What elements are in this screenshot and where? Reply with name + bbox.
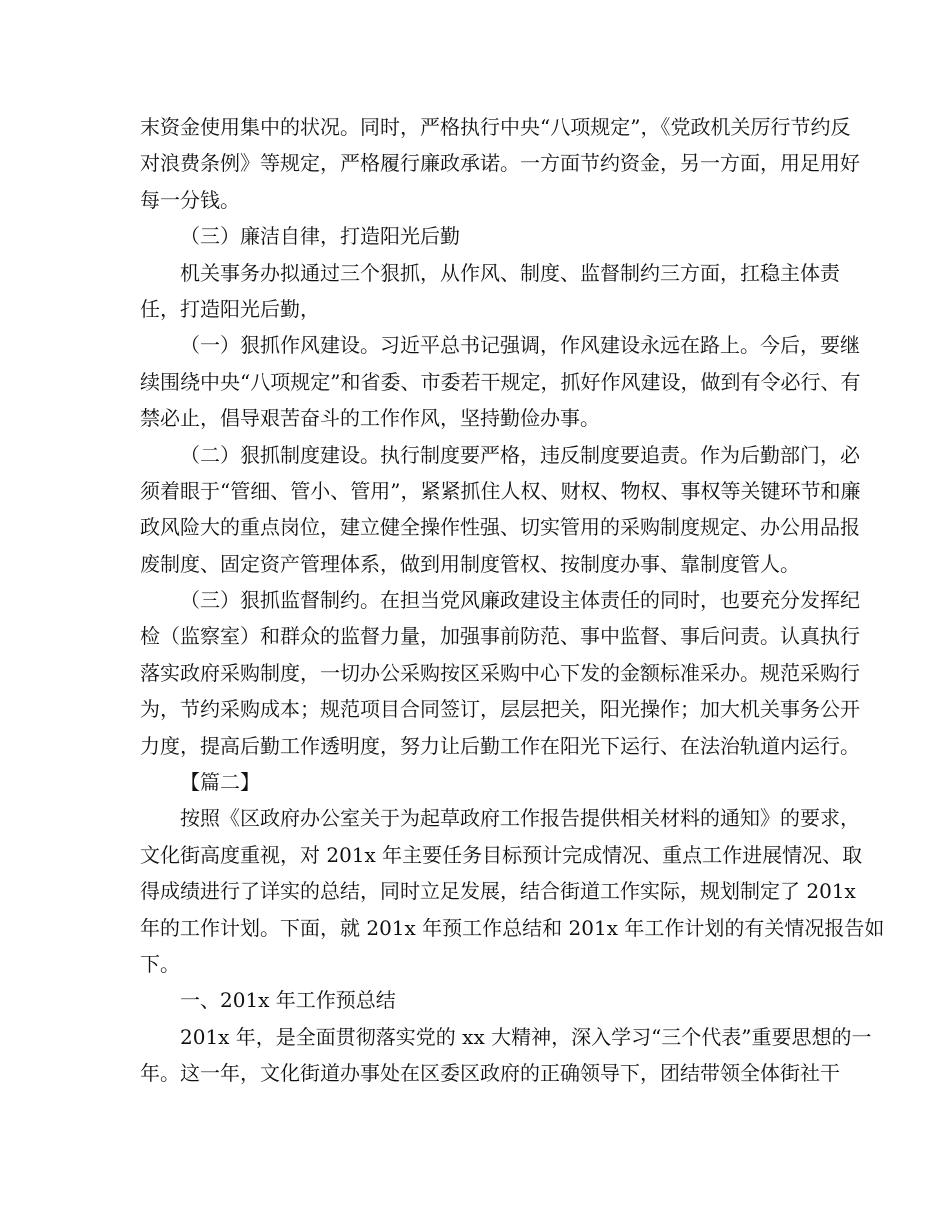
text-line: 对浪费条例》等规定，严格履行廉政承诺。一方面节约资金，另一方面，用足用好 [140, 151, 860, 176]
text-line: （一）狠抓作风建设。习近平总书记强调，作风建设永远在路上。今后，要继 [180, 333, 860, 358]
text-line: 禁必止，倡导艰苦奋斗的工作作风，坚持勤俭办事。 [140, 406, 600, 431]
text-line: 政风险大的重点岗位，建立健全操作性强、切实管用的采购制度规定、办公用品报 [140, 515, 860, 540]
text-line: 落实政府采购制度，一切办公采购按区采购中心下发的金额标准采办。规范采购行 [140, 660, 860, 685]
text-line: 201x 年，是全面贯彻落实党的 xx 大精神，深入学习“三个代表”重要思想的一 [180, 1024, 872, 1049]
text-line: 年的工作计划。下面，就 201x 年预工作总结和 201x 年工作计划的有关情况报告如 [140, 915, 885, 940]
document-body [140, 109, 885, 1092]
text-line: 为，节约采购成本；规范项目合同签订，层层把关，阳光操作；加大机关事务公开 [140, 697, 860, 722]
text-line: （三）廉洁自律，打造阳光后勤 [180, 224, 460, 249]
text-line: 续围绕中央“八项规定”和省委、市委若干规定，抓好作风建设，做到有令必行、有 [140, 369, 861, 394]
text-line: 年。这一年，文化街道办事处在区委区政府的正确领导下，团结带领全体街社干 [140, 1061, 840, 1086]
text-line: 须着眼于“管细、管小、管用”，紧紧抓住人权、财权、物权、事权等关键环节和廉 [140, 478, 861, 503]
text-line: 一、201x 年工作预总结 [180, 988, 396, 1013]
text-line: 任，打造阳光后勤， [140, 296, 320, 321]
text-line: 末资金使用集中的状况。同时，严格执行中央“八项规定”，《党政机关厉行节约反 [140, 115, 851, 139]
text-line: 检（监察室）和群众的监督力量，加强事前防范、事中监督、事后问责。认真执行 [140, 624, 860, 649]
text-line: （三）狠抓监督制约。在担当党风廉政建设主体责任的同时，也要充分发挥纪 [180, 588, 860, 613]
text-line: 下。 [140, 951, 180, 976]
text-line: 【篇二】 [180, 770, 260, 795]
text-line: （二）狠抓制度建设。执行制度要严格，违反制度要追责。作为后勤部门，必 [180, 442, 860, 467]
text-line: 文化街高度重视，对 201x 年主要任务目标预计完成情况、重点工作进展情况、取 [140, 842, 863, 867]
text-line: 按照《区政府办公室关于为起草政府工作报告提供相关材料的通知》的要求， [180, 806, 860, 831]
text-line: 得成绩进行了详实的总结，同时立足发展，结合街道工作实际，规划制定了 201x [140, 879, 856, 904]
text-line: 机关事务办拟通过三个狠抓，从作风、制度、监督制约三方面，扛稳主体责 [180, 260, 840, 285]
text-line: 每一分钱。 [140, 187, 240, 212]
text-line: 力度，提高后勤工作透明度，努力让后勤工作在阳光下运行、在法治轨道内运行。 [140, 733, 860, 758]
text-line: 废制度、固定资产管理体系，做到用制度管权、按制度办事、靠制度管人。 [140, 551, 800, 576]
